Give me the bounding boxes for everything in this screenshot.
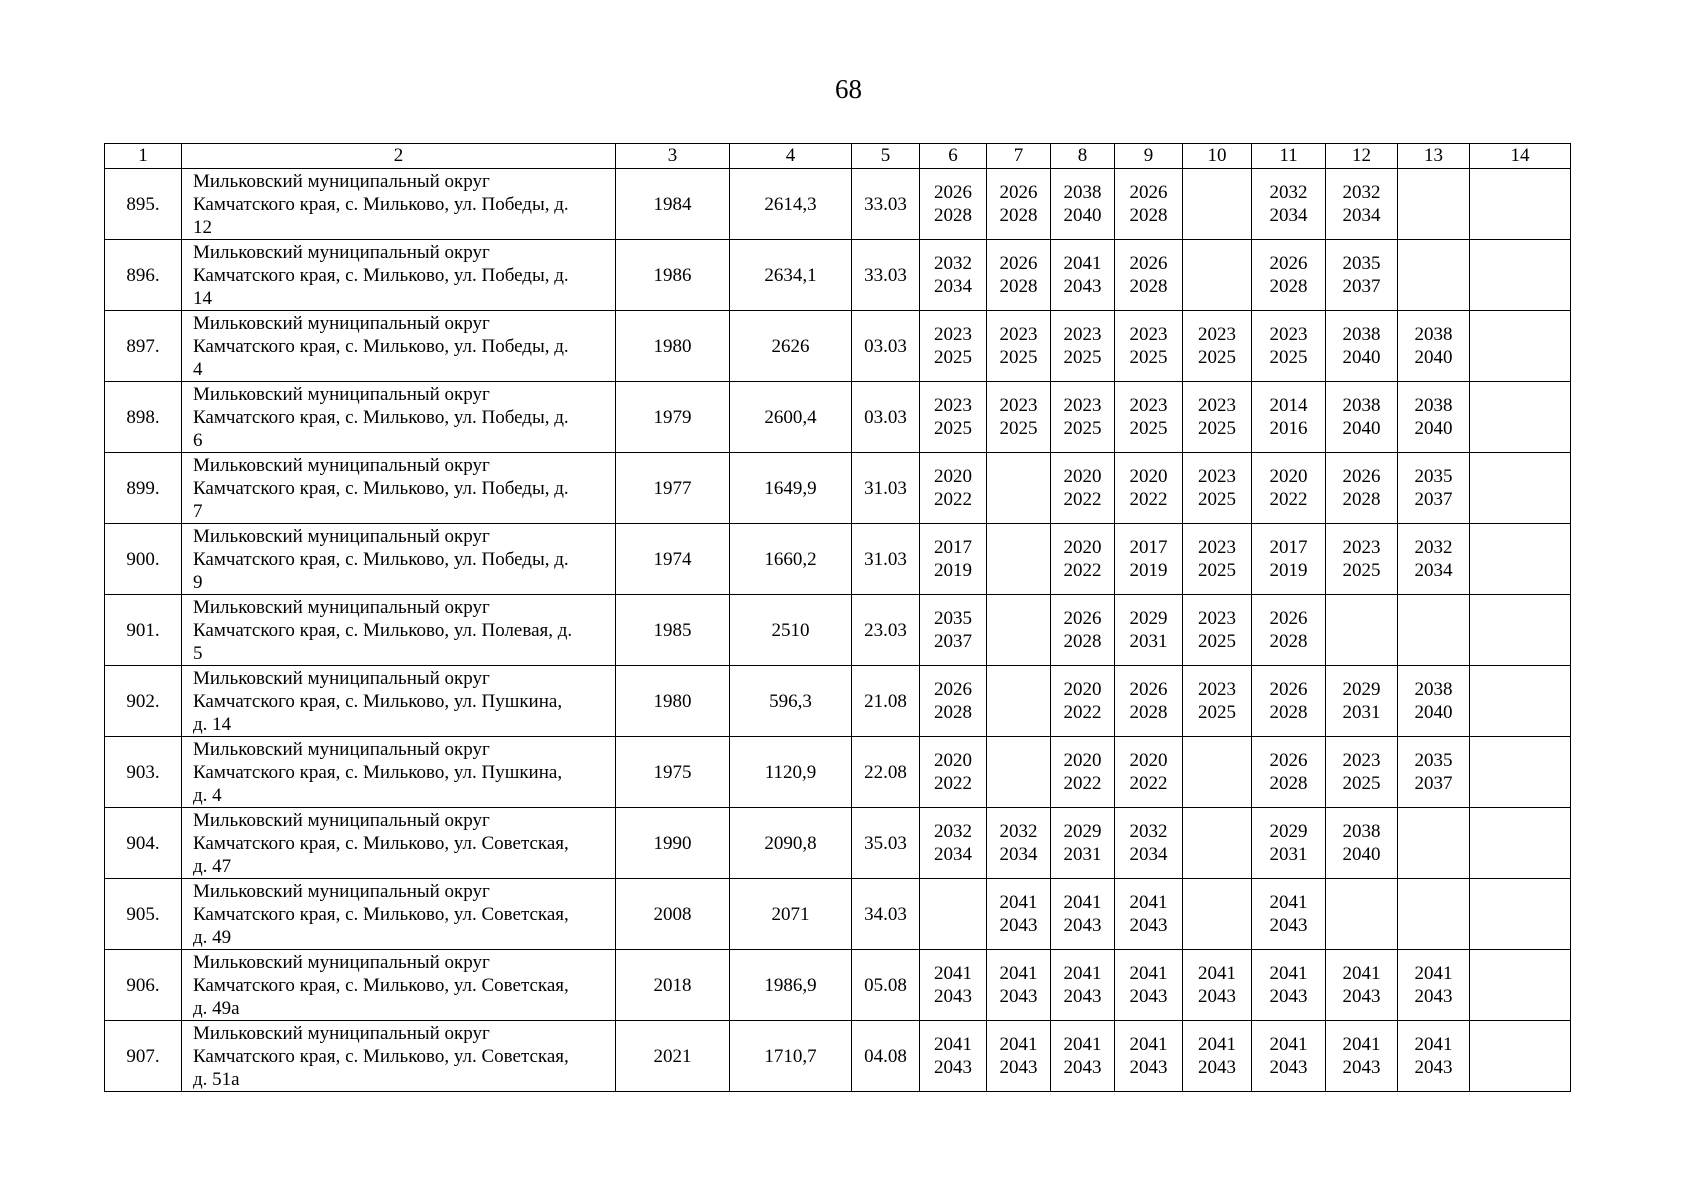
column-header: 10 <box>1183 144 1252 169</box>
period-cell: 2017 2019 <box>920 524 987 595</box>
address-cell: Мильковский муниципальный округ Камчатского края, с. Мильково, ул. Победы, д. 14 <box>182 240 616 311</box>
area-cell: 1986,9 <box>730 950 852 1021</box>
period-cell: 2026 2028 <box>1051 595 1115 666</box>
page-number: 68 <box>835 74 862 104</box>
column-header: 1 <box>105 144 182 169</box>
address-cell: Мильковский муниципальный округ Камчатского края, с. Мильково, ул. Победы, д. 6 <box>182 382 616 453</box>
table-row <box>105 950 1571 1021</box>
area-cell: 1120,9 <box>730 737 852 808</box>
period-cell <box>1398 240 1470 311</box>
period-cell <box>1326 879 1398 950</box>
area-cell: 2600,4 <box>730 382 852 453</box>
address-cell: Мильковский муниципальный округ Камчатского края, с. Мильково, ул. Победы, д. 4 <box>182 311 616 382</box>
area-cell: 2510 <box>730 595 852 666</box>
area-cell: 1649,9 <box>730 453 852 524</box>
period-cell <box>1470 240 1571 311</box>
period-cell: 2038 2040 <box>1398 382 1470 453</box>
column-header: 2 <box>182 144 616 169</box>
period-cell: 2041 2043 <box>987 879 1051 950</box>
period-cell <box>1470 879 1571 950</box>
address-cell: Мильковский муниципальный округ Камчатского края, с. Мильково, ул. Победы, д. 7 <box>182 453 616 524</box>
period-cell: 2041 2043 <box>1051 240 1115 311</box>
column-header: 9 <box>1115 144 1183 169</box>
row-number-cell: 905. <box>105 879 182 950</box>
row-number-cell: 897. <box>105 311 182 382</box>
year-built-cell: 1974 <box>616 524 730 595</box>
period-cell <box>1470 737 1571 808</box>
period-cell: 2023 2025 <box>1183 524 1252 595</box>
period-cell: 2041 2043 <box>1183 1021 1252 1092</box>
period-cell: 2020 2022 <box>1252 453 1326 524</box>
address-cell: Мильковский муниципальный округ Камчатского края, с. Мильково, ул. Победы, д. 12 <box>182 169 616 240</box>
housing-repair-schedule-table <box>104 143 1571 1092</box>
period-cell: 2038 2040 <box>1326 311 1398 382</box>
year-built-cell: 1979 <box>616 382 730 453</box>
address-cell: Мильковский муниципальный округ Камчатского края, с. Мильково, ул. Советская, д. 49а <box>182 950 616 1021</box>
period-cell: 2032 2034 <box>1398 524 1470 595</box>
period-cell <box>987 595 1051 666</box>
period-cell: 2029 2031 <box>1326 666 1398 737</box>
period-cell: 2026 2028 <box>1252 666 1326 737</box>
table-row <box>105 737 1571 808</box>
column-header: 8 <box>1051 144 1115 169</box>
address-cell: Мильковский муниципальный округ Камчатского края, с. Мильково, ул. Победы, д. 9 <box>182 524 616 595</box>
period-cell: 2041 2043 <box>1252 879 1326 950</box>
period-cell: 2020 2022 <box>1051 524 1115 595</box>
table-row <box>105 808 1571 879</box>
year-built-cell: 1990 <box>616 808 730 879</box>
period-cell <box>987 524 1051 595</box>
period-cell: 2041 2043 <box>1051 1021 1115 1092</box>
period-cell: 2026 2028 <box>987 169 1051 240</box>
period-cell: 2035 2037 <box>920 595 987 666</box>
column-header: 5 <box>852 144 920 169</box>
row-number-cell: 901. <box>105 595 182 666</box>
table-row <box>105 524 1571 595</box>
period-cell: 2023 2025 <box>1326 524 1398 595</box>
period-cell: 2032 2034 <box>987 808 1051 879</box>
year-built-cell: 1986 <box>616 240 730 311</box>
period-cell <box>1183 737 1252 808</box>
period-cell: 2023 2025 <box>1183 453 1252 524</box>
code-cell: 21.08 <box>852 666 920 737</box>
period-cell <box>1470 524 1571 595</box>
code-cell: 35.03 <box>852 808 920 879</box>
period-cell: 2038 2040 <box>1326 382 1398 453</box>
code-cell: 04.08 <box>852 1021 920 1092</box>
period-cell: 2020 2022 <box>1051 737 1115 808</box>
table-row <box>105 240 1571 311</box>
period-cell <box>1470 453 1571 524</box>
period-cell: 2023 2025 <box>1115 311 1183 382</box>
period-cell: 2023 2025 <box>987 311 1051 382</box>
period-cell <box>987 666 1051 737</box>
column-header: 14 <box>1470 144 1571 169</box>
table-row <box>105 311 1571 382</box>
period-cell: 2035 2037 <box>1326 240 1398 311</box>
period-cell: 2038 2040 <box>1398 311 1470 382</box>
row-number-cell: 900. <box>105 524 182 595</box>
column-header: 13 <box>1398 144 1470 169</box>
column-header: 12 <box>1326 144 1398 169</box>
period-cell: 2041 2043 <box>920 950 987 1021</box>
period-cell: 2023 2025 <box>1115 382 1183 453</box>
column-header: 11 <box>1252 144 1326 169</box>
period-cell: 2023 2025 <box>920 382 987 453</box>
period-cell <box>1398 808 1470 879</box>
period-cell: 2023 2025 <box>1326 737 1398 808</box>
period-cell: 2026 2028 <box>1252 737 1326 808</box>
period-cell: 2035 2037 <box>1398 453 1470 524</box>
period-cell: 2020 2022 <box>1051 666 1115 737</box>
period-cell <box>1470 808 1571 879</box>
period-cell <box>1470 950 1571 1021</box>
period-cell: 2029 2031 <box>1115 595 1183 666</box>
period-cell: 2032 2034 <box>1115 808 1183 879</box>
period-cell <box>1183 240 1252 311</box>
row-number-cell: 902. <box>105 666 182 737</box>
table-row <box>105 1021 1571 1092</box>
code-cell: 23.03 <box>852 595 920 666</box>
table-row <box>105 595 1571 666</box>
period-cell <box>1470 169 1571 240</box>
area-cell: 2090,8 <box>730 808 852 879</box>
period-cell: 2026 2028 <box>920 666 987 737</box>
period-cell: 2041 2043 <box>920 1021 987 1092</box>
period-cell: 2041 2043 <box>1326 950 1398 1021</box>
code-cell: 33.03 <box>852 169 920 240</box>
period-cell: 2023 2025 <box>1051 382 1115 453</box>
area-cell: 2626 <box>730 311 852 382</box>
period-cell: 2035 2037 <box>1398 737 1470 808</box>
period-cell <box>987 737 1051 808</box>
year-built-cell: 1980 <box>616 666 730 737</box>
year-built-cell: 1975 <box>616 737 730 808</box>
period-cell: 2041 2043 <box>1398 950 1470 1021</box>
row-number-cell: 896. <box>105 240 182 311</box>
period-cell: 2026 2028 <box>1252 595 1326 666</box>
period-cell: 2041 2043 <box>1115 879 1183 950</box>
code-cell: 31.03 <box>852 524 920 595</box>
row-number-cell: 904. <box>105 808 182 879</box>
period-cell: 2020 2022 <box>920 737 987 808</box>
column-header: 6 <box>920 144 987 169</box>
address-cell: Мильковский муниципальный округ Камчатского края, с. Мильково, ул. Советская, д. 51а <box>182 1021 616 1092</box>
period-cell <box>987 453 1051 524</box>
address-cell: Мильковский муниципальный округ Камчатского края, с. Мильково, ул. Полевая, д. 5 <box>182 595 616 666</box>
year-built-cell: 1977 <box>616 453 730 524</box>
period-cell: 2041 2043 <box>987 1021 1051 1092</box>
area-cell: 2634,1 <box>730 240 852 311</box>
year-built-cell: 1985 <box>616 595 730 666</box>
row-number-cell: 906. <box>105 950 182 1021</box>
period-cell: 2038 2040 <box>1398 666 1470 737</box>
column-number-header-row <box>105 144 1571 169</box>
area-cell: 2071 <box>730 879 852 950</box>
period-cell: 2023 2025 <box>1252 311 1326 382</box>
period-cell <box>1183 169 1252 240</box>
area-cell: 1660,2 <box>730 524 852 595</box>
area-cell: 2614,3 <box>730 169 852 240</box>
period-cell: 2038 2040 <box>1326 808 1398 879</box>
period-cell <box>1398 169 1470 240</box>
year-built-cell: 1984 <box>616 169 730 240</box>
period-cell: 2032 2034 <box>1252 169 1326 240</box>
period-cell <box>1470 1021 1571 1092</box>
year-built-cell: 2021 <box>616 1021 730 1092</box>
period-cell: 2026 2028 <box>1115 666 1183 737</box>
table-row <box>105 382 1571 453</box>
period-cell: 2017 2019 <box>1115 524 1183 595</box>
period-cell: 2032 2034 <box>920 808 987 879</box>
period-cell: 2032 2034 <box>1326 169 1398 240</box>
address-cell: Мильковский муниципальный округ Камчатского края, с. Мильково, ул. Пушкина, д. 4 <box>182 737 616 808</box>
period-cell <box>1470 382 1571 453</box>
code-cell: 31.03 <box>852 453 920 524</box>
column-header: 7 <box>987 144 1051 169</box>
column-header: 3 <box>616 144 730 169</box>
period-cell <box>1183 879 1252 950</box>
period-cell: 2020 2022 <box>1115 737 1183 808</box>
period-cell: 2023 2025 <box>1183 666 1252 737</box>
year-built-cell: 1980 <box>616 311 730 382</box>
period-cell: 2026 2028 <box>920 169 987 240</box>
period-cell: 2020 2022 <box>1051 453 1115 524</box>
code-cell: 22.08 <box>852 737 920 808</box>
period-cell <box>920 879 987 950</box>
period-cell: 2026 2028 <box>987 240 1051 311</box>
period-cell: 2026 2028 <box>1252 240 1326 311</box>
period-cell: 2023 2025 <box>987 382 1051 453</box>
period-cell: 2026 2028 <box>1115 169 1183 240</box>
period-cell: 2029 2031 <box>1252 808 1326 879</box>
period-cell: 2026 2028 <box>1115 240 1183 311</box>
period-cell: 2017 2019 <box>1252 524 1326 595</box>
area-cell: 1710,7 <box>730 1021 852 1092</box>
code-cell: 34.03 <box>852 879 920 950</box>
row-number-cell: 899. <box>105 453 182 524</box>
period-cell: 2014 2016 <box>1252 382 1326 453</box>
period-cell <box>1183 808 1252 879</box>
code-cell: 03.03 <box>852 382 920 453</box>
row-number-cell: 907. <box>105 1021 182 1092</box>
period-cell: 2029 2031 <box>1051 808 1115 879</box>
period-cell: 2023 2025 <box>1051 311 1115 382</box>
table-row <box>105 666 1571 737</box>
code-cell: 33.03 <box>852 240 920 311</box>
period-cell: 2041 2043 <box>1115 1021 1183 1092</box>
period-cell: 2026 2028 <box>1326 453 1398 524</box>
area-cell: 596,3 <box>730 666 852 737</box>
period-cell: 2020 2022 <box>1115 453 1183 524</box>
period-cell <box>1470 311 1571 382</box>
period-cell: 2041 2043 <box>987 950 1051 1021</box>
period-cell: 2032 2034 <box>920 240 987 311</box>
period-cell: 2020 2022 <box>920 453 987 524</box>
period-cell <box>1326 595 1398 666</box>
period-cell: 2041 2043 <box>1115 950 1183 1021</box>
period-cell <box>1398 595 1470 666</box>
period-cell: 2041 2043 <box>1398 1021 1470 1092</box>
row-number-cell: 898. <box>105 382 182 453</box>
period-cell: 2041 2043 <box>1051 950 1115 1021</box>
code-cell: 05.08 <box>852 950 920 1021</box>
year-built-cell: 2018 <box>616 950 730 1021</box>
period-cell: 2041 2043 <box>1183 950 1252 1021</box>
year-built-cell: 2008 <box>616 879 730 950</box>
code-cell: 03.03 <box>852 311 920 382</box>
period-cell <box>1470 595 1571 666</box>
table-row <box>105 169 1571 240</box>
address-cell: Мильковский муниципальный округ Камчатского края, с. Мильково, ул. Советская, д. 47 <box>182 808 616 879</box>
period-cell: 2023 2025 <box>1183 311 1252 382</box>
period-cell: 2041 2043 <box>1252 1021 1326 1092</box>
period-cell: 2023 2025 <box>1183 595 1252 666</box>
column-header: 4 <box>730 144 852 169</box>
table-row <box>105 879 1571 950</box>
row-number-cell: 903. <box>105 737 182 808</box>
row-number-cell: 895. <box>105 169 182 240</box>
period-cell: 2041 2043 <box>1326 1021 1398 1092</box>
address-cell: Мильковский муниципальный округ Камчатского края, с. Мильково, ул. Пушкина, д. 14 <box>182 666 616 737</box>
period-cell: 2041 2043 <box>1252 950 1326 1021</box>
period-cell <box>1398 879 1470 950</box>
period-cell: 2038 2040 <box>1051 169 1115 240</box>
period-cell: 2023 2025 <box>1183 382 1252 453</box>
period-cell: 2041 2043 <box>1051 879 1115 950</box>
table-row <box>105 453 1571 524</box>
period-cell <box>1470 666 1571 737</box>
address-cell: Мильковский муниципальный округ Камчатского края, с. Мильково, ул. Советская, д. 49 <box>182 879 616 950</box>
period-cell: 2023 2025 <box>920 311 987 382</box>
